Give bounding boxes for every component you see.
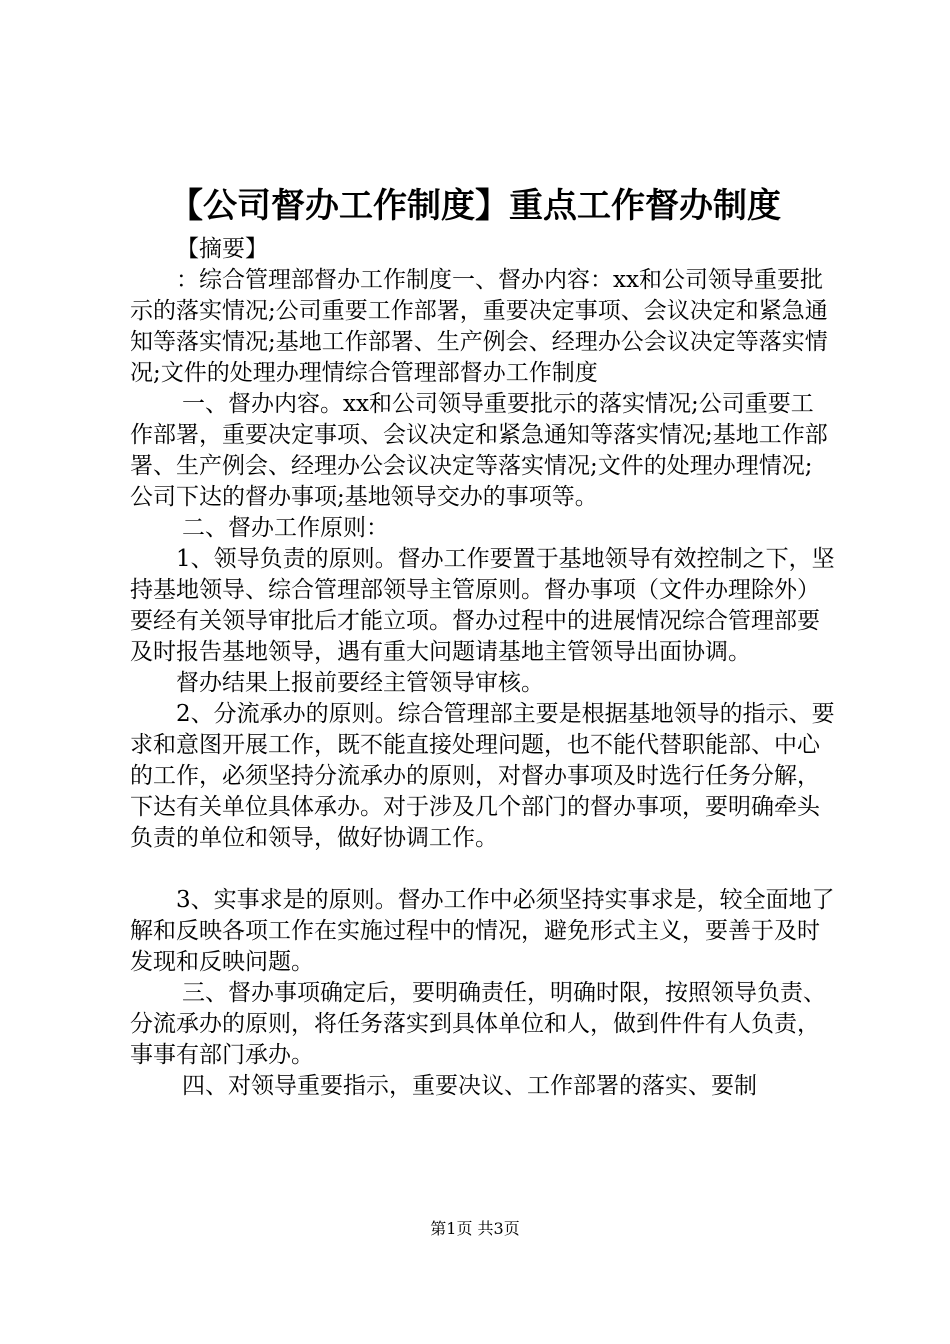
paragraph-7: 三、督办事项确定后，要明确责任，明确时限，按照领导负责、分流承办的原则，将任务落实到具体单位和人，做到件件有人负责，事事有部门承办。: [130, 980, 826, 1068]
document-body: [130, 234, 835, 1102]
abstract-label: 【摘要】: [176, 236, 268, 262]
document-title: 【公司督办工作制度】重点工作督办制度: [169, 186, 781, 226]
paragraph-1: 一、督办内容。xx和公司领导重要批示的落实情况;公司重要工作部署，重要决定事项、会议决定和紧急通知等落实情况;基地工作部署、生产例会、经理办公会议决定等落实情况;文件的处理办理情况;公司下达的督办事项;基地领导交办的事项等。: [130, 391, 828, 510]
paragraph-3: 1、领导负责的原则。督办工作要置于基地领导有效控制之下，坚持基地领导、综合管理部领导主管原则。督办事项（文件办理除外）要经有关领导审批后才能立项。督办过程中的进展情况综合管理部要及时报告基地领导，遇有重大问题请基地主管领导出面协调。: [130, 546, 835, 665]
paragraph-2: 二、督办工作原则：: [182, 515, 389, 541]
paragraph-6: 3、实事求是的原则。督办工作中必须坚持实事求是，较全面地了解和反映各项工作在实施过程中的情况，避免形式主义，要善于及时发现和反映问题。: [130, 887, 835, 975]
paragraph-5: 2、分流承办的原则。综合管理部主要是根据基地领导的指示、要求和意图开展工作，既不能直接处理问题，也不能代替职能部、中心的工作，必须坚持分流承办的原则，对督办事项及时选行任务分解，下达有关单位具体承办。对于涉及几个部门的督办事项，要明确牵头负责的单位和领导，做好协调工作。: [130, 701, 835, 851]
paragraph-gap: [130, 854, 835, 885]
abstract-text: ：综合管理部督办工作制度一、督办内容：xx和公司领导重要批示的落实情况;公司重要工作部署，重要决定事项、会议决定和紧急通知等落实情况;基地工作部署、生产例会、经理办公会议决定等落实情况;文件的处理办理情综合管理部督办工作制度: [130, 267, 828, 386]
page-footer: 第1页 共3页: [430, 1219, 520, 1238]
paragraph-8: 四、对领导重要指示，重要决议、工作部署的落实、要制: [182, 1073, 757, 1099]
paragraph-4: 督办结果上报前要经主管领导审核。: [176, 670, 544, 696]
